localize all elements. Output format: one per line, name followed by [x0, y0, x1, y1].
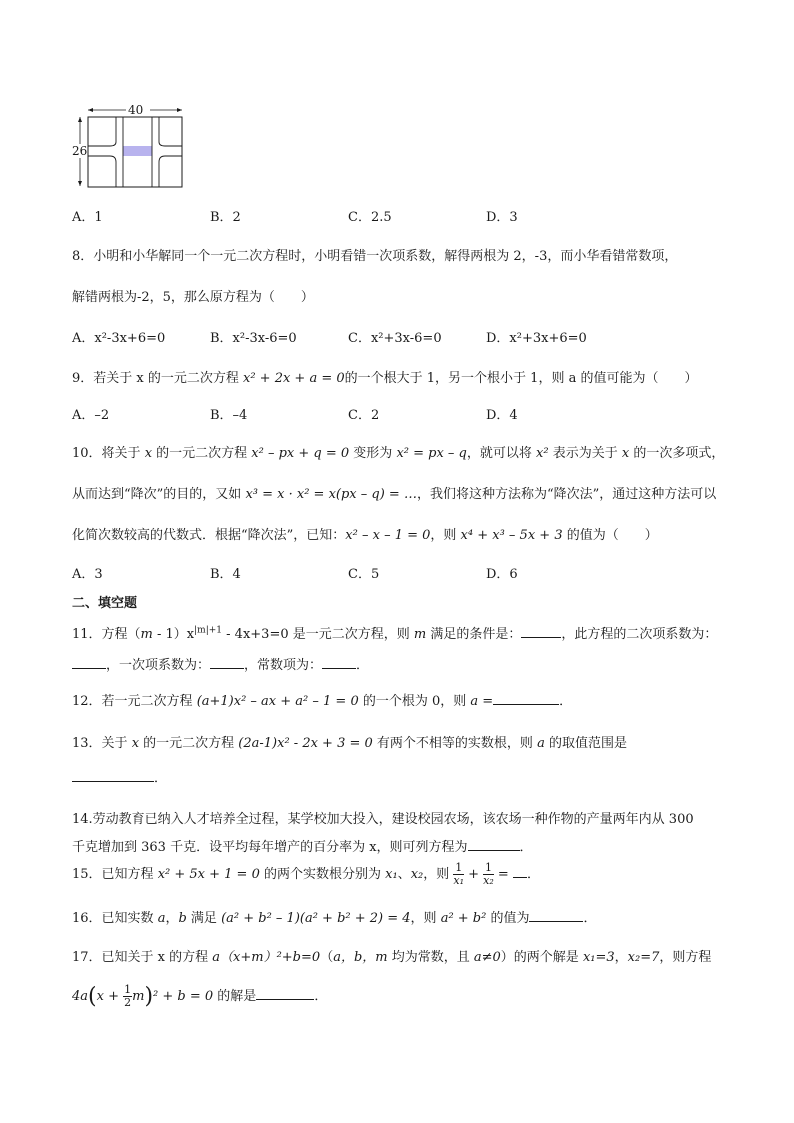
q16-blank[interactable]: [529, 909, 583, 922]
q16-text-3: 满足: [186, 911, 222, 926]
q12-text-3: ．: [559, 694, 573, 709]
q8-option-b[interactable]: B．x²-3x-6=0: [210, 331, 297, 346]
q17-text-4: ）的两个解是: [500, 950, 583, 965]
q10-var-x2: x: [621, 446, 630, 461]
q15-fraction-1: [453, 862, 464, 887]
q14-line-2: [72, 836, 533, 855]
q9-stem: [72, 367, 697, 386]
q10-text-7: 从而达到“降次”的目的，又如: [72, 487, 246, 502]
q10-eq-4: x³ = x · x² = x(px – q) = …: [245, 487, 417, 502]
q17-solution-1: x₁=3: [582, 950, 615, 965]
q17-vars: a，b，m: [333, 950, 388, 965]
q9-option-c[interactable]: C．2: [348, 408, 380, 423]
q11-text-1: 11．方程（: [72, 627, 141, 642]
q17-condition: a≠0: [473, 950, 501, 965]
q10-eq-6: x⁴ + x³ – 5x + 3: [460, 528, 563, 543]
q15-fraction-1-den: x₁: [453, 874, 464, 887]
q10-var-x: x: [144, 446, 153, 461]
q15-equals: =: [493, 867, 513, 882]
q17-fraction-num: 1: [124, 983, 132, 996]
q10-text-11: 的值为（ ）: [562, 528, 658, 543]
q13-text-2: 的一元二次方程: [139, 736, 239, 751]
q13-var-x: x: [131, 736, 140, 751]
q12-var-a: a =: [470, 694, 494, 709]
q17-blank[interactable]: [256, 987, 314, 1000]
field-diagram: [72, 102, 188, 190]
q17-line-2: [72, 984, 327, 1009]
q17-solution-2: x₂=7: [627, 950, 660, 965]
q17-fraction: [123, 984, 132, 1009]
q17-fraction-den: 2: [124, 996, 132, 1009]
q7-option-d[interactable]: D．3: [486, 210, 518, 225]
q11-text-3: - 4x+3=0 是一元二次方程，则: [222, 627, 414, 642]
q17-coef: 4a: [72, 989, 89, 1004]
q10-line-1: [72, 442, 724, 461]
q16-equation: (a² + b² – 1)(a² + b² + 2) = 4: [221, 911, 411, 926]
section-fill-in-title: 二、填空题: [72, 596, 138, 611]
q10-line-2: [72, 483, 716, 502]
q16-expression: a² + b²: [440, 911, 487, 926]
q13-line-1: [72, 732, 627, 751]
q10-text-5: 表示为关于: [548, 446, 622, 461]
q13-blank[interactable]: [72, 769, 154, 782]
q8-option-c[interactable]: C．x²+3x-6=0: [348, 331, 442, 346]
q11-text-7: ，常数项为：: [244, 658, 323, 673]
q13-text-5: ．: [154, 771, 168, 786]
q15-blank[interactable]: [513, 865, 527, 878]
q9-prefix: 9．若关于 x 的一元二次方程: [72, 371, 243, 386]
q15-text-1: 15．已知方程: [72, 867, 158, 882]
q10-text-8: ，我们将这种方法称为“降次法”，通过这种方法可以: [416, 487, 717, 502]
q15-fraction-2: [483, 862, 494, 887]
q7-option-b[interactable]: B．2: [210, 210, 241, 225]
q17-text-5: ，: [614, 950, 628, 965]
q15-sep: 、: [397, 867, 411, 882]
q15-fraction-1-num: 1: [455, 861, 463, 874]
q14-blank[interactable]: [468, 838, 520, 851]
q17-paren-close: ): [144, 984, 154, 1009]
q14-text-1: 千克增加到 363 千克．设平均每年增产的百分率为 x，则可列方程为: [72, 840, 468, 855]
q11-text-2: - 1）x: [152, 627, 195, 642]
q15-plus: +: [464, 867, 484, 882]
q17-text-7: 的解是: [213, 989, 257, 1004]
q9-option-a[interactable]: A．–2: [72, 408, 110, 423]
q13-text-1: 13．关于: [72, 736, 132, 751]
q11-blank-2[interactable]: [72, 656, 106, 669]
q10-option-a[interactable]: A．3: [72, 567, 103, 582]
q16-text-6: ．: [583, 911, 597, 926]
q16-stem: [72, 907, 597, 926]
q10-text-3: 变形为: [349, 446, 397, 461]
q7-option-c[interactable]: C．2.5: [348, 210, 392, 225]
q11-blank-1[interactable]: [521, 625, 561, 638]
q11-line-2: [72, 654, 369, 673]
shaded-path: [123, 146, 152, 156]
q15-root-1: x₁: [385, 867, 398, 882]
q10-eq-5: x² – x – 1 = 0: [345, 528, 431, 543]
q10-option-b[interactable]: B．4: [210, 567, 241, 582]
q13-var-a: a: [537, 736, 545, 751]
q7-option-a[interactable]: A．1: [72, 210, 103, 225]
q10-text-4: ，就可以将: [466, 446, 537, 461]
q15-text-2: 的两个实数根分别为: [259, 867, 386, 882]
q13-line-2: [72, 767, 167, 786]
q12-stem: [72, 690, 572, 709]
q12-text-1: 12．若一元二次方程: [72, 694, 197, 709]
q10-line-3: [72, 524, 658, 543]
q15-fraction-2-num: 1: [484, 861, 492, 874]
q14-line-1: 14.劳动教育已纳入人才培养全过程，某学校加大投入，建设校园农场，该农场一种作物的产量两年内从 300: [72, 812, 694, 827]
q17-line-1: [72, 946, 711, 965]
q17-inner-m: m: [132, 989, 145, 1004]
q14-text-2: ．: [519, 840, 533, 855]
q16-text-1: 16．已知实数: [72, 911, 158, 926]
q10-text-6: 的一次多项式，: [629, 446, 725, 461]
q10-text-10: ，则: [430, 528, 461, 543]
q15-stem: [72, 862, 540, 887]
q8-option-a[interactable]: A．x²-3x+6=0: [72, 331, 166, 346]
q11-text-6: ，一次项系数为：: [106, 658, 211, 673]
q9-option-b[interactable]: B．–4: [210, 408, 248, 423]
q10-option-c[interactable]: C．5: [348, 567, 380, 582]
q11-line-1: [72, 623, 717, 642]
q10-eq-2: x² = px – q: [396, 446, 467, 461]
q17-inner-x: x +: [96, 989, 124, 1004]
q16-var-b: b: [178, 911, 187, 926]
q11-text-4: 满足的条件是：: [426, 627, 522, 642]
q9-option-d[interactable]: D．4: [486, 408, 518, 423]
q17-text-3: 均为常数，且: [387, 950, 474, 965]
q9-suffix: 的一个根大于 1，另一个根小于 1，则 a 的值可能为（ ）: [344, 371, 698, 386]
q9-equation: x² + 2x + a = 0: [243, 371, 345, 386]
q13-text-3: 有两个不相等的实数根，则: [372, 736, 538, 751]
q10-text-2: 的一元二次方程: [152, 446, 252, 461]
q13-text-4: 的取值范围是: [544, 736, 627, 751]
q11-var-m2: m: [413, 627, 427, 642]
q11-text-5: ，此方程的二次项系数为：: [561, 627, 718, 642]
q17-paren-open: (: [88, 984, 97, 1009]
width-dimension: [88, 103, 182, 117]
q11-text-8: ．: [356, 658, 370, 673]
q10-eq-1: x² – px + q = 0: [251, 446, 350, 461]
q17-text-8: ．: [314, 989, 328, 1004]
q11-exponent: |m|+1: [194, 625, 223, 636]
q17-tail: ² + b = 0: [153, 989, 214, 1004]
q10-text-9: 化简次数较高的代数式．根据“降次法”，已知：: [72, 528, 346, 543]
q17-text-2: （: [320, 950, 334, 965]
q15-text-4: ．: [526, 867, 540, 882]
q16-text-5: 的值为: [486, 911, 530, 926]
q8-line-2: 解错两根为-2，5，那么原方程为（ ）: [72, 290, 314, 305]
q15-equation: x² + 5x + 1 = 0: [157, 867, 260, 882]
q8-line-1: 8．小明和小华解同一个一元二次方程时，小明看错一次项系数，解得两根为 2，-3，而小华看错常数项，: [72, 249, 678, 264]
q16-text-4: ，则: [410, 911, 441, 926]
q17-equation: a（x+m）²+b=0: [212, 950, 321, 965]
q12-text-2: 的一个根为 0，则: [358, 694, 471, 709]
q16-text-2: ，: [165, 911, 179, 926]
q15-text-3: ，则: [423, 867, 454, 882]
q11-blank-4[interactable]: [322, 656, 356, 669]
q16-var-a: a: [157, 911, 166, 926]
q13-equation: (2a-1)x² - 2x + 3 = 0: [238, 736, 373, 751]
q8-option-d[interactable]: D．x²+3x+6=0: [486, 331, 587, 346]
q15-root-2: x₂: [410, 867, 424, 882]
q15-fraction-2-den: x₂: [483, 874, 494, 887]
q10-option-d[interactable]: D．6: [486, 567, 518, 582]
q17-text-6: ，则方程: [659, 950, 712, 965]
width-label: 40: [128, 103, 144, 117]
q10-text-1: 10．将关于: [72, 446, 145, 461]
q17-text-1: 17．已知关于 x 的方程: [72, 950, 213, 965]
q10-eq-3: x²: [536, 446, 549, 461]
height-dimension: [72, 117, 88, 186]
q12-equation: (a+1)x² – ax + a² – 1 = 0: [196, 694, 359, 709]
q12-blank[interactable]: [493, 692, 559, 705]
q11-blank-3[interactable]: [210, 656, 244, 669]
q11-var-m: m: [140, 627, 153, 642]
height-label: 26: [72, 144, 88, 158]
